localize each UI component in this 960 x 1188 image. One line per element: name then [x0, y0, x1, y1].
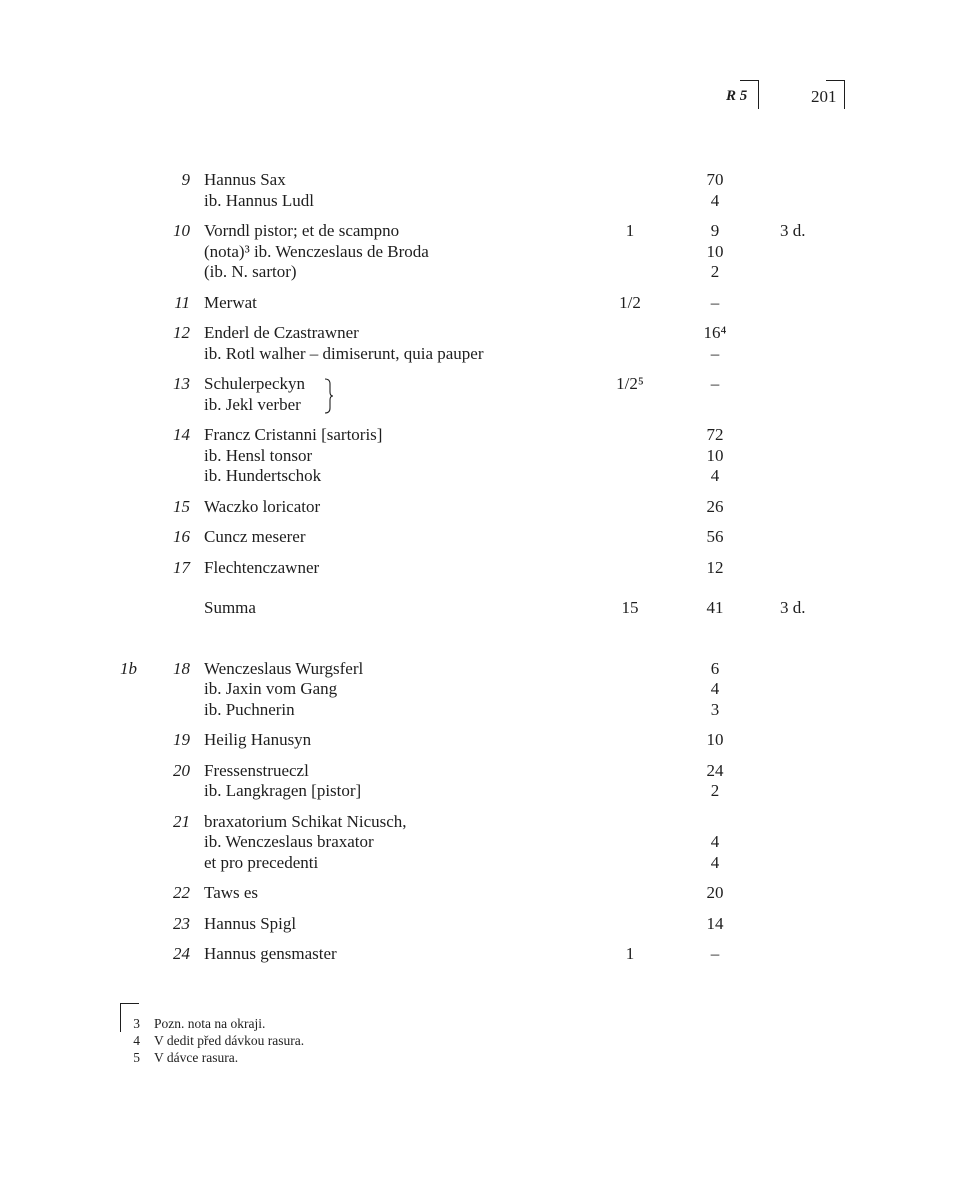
entry-row — [0, 558, 960, 579]
value-col2: 70 — [706, 170, 724, 189]
value-col2: 4 — [710, 190, 720, 210]
value-col2: 56 — [706, 527, 724, 546]
value-col2: 16⁴ — [703, 323, 727, 342]
entry-text: Taws es — [204, 883, 259, 902]
entry-line — [0, 395, 960, 416]
value-col2: 14 — [706, 913, 724, 933]
entry-line — [0, 466, 960, 487]
entry-line — [0, 812, 960, 833]
entry-number: 10 — [173, 221, 190, 240]
entry-row — [0, 730, 960, 751]
entry-text: Francz Cristanni [sartoris] — [204, 425, 383, 444]
entry-line — [0, 344, 960, 365]
entry-number: 13 — [173, 374, 190, 393]
entry-line — [0, 832, 960, 853]
entry-text: ib. Wenczeslaus braxator — [204, 832, 374, 851]
summa-col1: 15 — [621, 598, 639, 617]
value-col2: 9 — [710, 221, 720, 240]
value-col2: 2 — [710, 262, 720, 281]
footnote-number: 5 — [133, 1050, 140, 1065]
value-col3: 3 d. — [780, 221, 806, 240]
page-number: 201 — [811, 87, 837, 106]
entry-text: ib. Puchnerin — [204, 699, 295, 719]
entry-line — [0, 191, 960, 212]
summa-label: Summa — [204, 598, 256, 617]
record-list-part1 — [0, 170, 960, 578]
entry-number: 12 — [173, 323, 190, 342]
value-col2: 20 — [706, 883, 724, 902]
signature-corner-rule — [740, 80, 759, 109]
entry-number: 22 — [173, 883, 190, 902]
value-col2: 2 — [710, 781, 720, 800]
value-col2: 10 — [706, 445, 724, 465]
entry-text: ib. Jaxin vom Gang — [204, 679, 338, 698]
entry-line — [0, 170, 960, 191]
page-number-corner-rule — [826, 80, 845, 109]
entry-text: ib. Rotl walher – dimiserunt, quia pauper — [204, 343, 484, 363]
value-col2: 6 — [710, 658, 720, 678]
entry-number: 24 — [173, 944, 190, 963]
entry-line — [0, 221, 960, 242]
entry-number: 21 — [173, 811, 190, 831]
entry-row — [0, 425, 960, 487]
entry-text: ib. Hensl tonsor — [204, 445, 313, 465]
entry-line — [0, 242, 960, 263]
entry-line — [0, 558, 960, 579]
entry-line — [0, 914, 960, 935]
entry-text: Enderl de Czastrawner — [204, 323, 359, 342]
value-col2: 26 — [706, 496, 724, 516]
record-list-part2 — [0, 659, 960, 965]
value-col2: – — [710, 343, 720, 363]
entry-text: ib. Hundertschok — [204, 466, 322, 485]
entry-line — [0, 679, 960, 700]
entry-text: Cuncz meserer — [204, 527, 306, 546]
footnote-text: V dávce rasura. — [154, 1050, 239, 1065]
entry-line — [0, 659, 960, 680]
entry-number: 17 — [173, 557, 190, 577]
entry-number: 20 — [173, 760, 190, 780]
footnote-number: 4 — [133, 1033, 140, 1048]
entry-row — [0, 497, 960, 518]
footnote-item — [0, 1049, 960, 1066]
entry-text: ib. Langkragen [pistor] — [204, 781, 362, 800]
value-col1: 1 — [625, 221, 635, 240]
entry-row — [0, 812, 960, 874]
value-col2: 4 — [710, 852, 720, 872]
entry-text: ib. Jekl verber — [204, 394, 301, 414]
footnote-list — [0, 1015, 960, 1066]
summa-col3: 3 d. — [780, 598, 806, 617]
value-col2: 10 — [706, 730, 724, 749]
entry-text: et pro precedenti — [204, 852, 319, 872]
signature-mark: R 5 — [726, 88, 748, 104]
entry-line — [0, 527, 960, 548]
entry-text: (ib. N. sartor) — [204, 262, 297, 281]
entry-row — [0, 659, 960, 721]
entry-row — [0, 527, 960, 548]
entry-line — [0, 761, 960, 782]
entry-text: Hannus Sax — [204, 170, 286, 189]
entry-text: Vorndl pistor; et de scampno — [204, 221, 400, 240]
entry-text: Fressenstrueczl — [204, 760, 309, 780]
footnote-text: V dedit před dávkou rasura. — [154, 1033, 305, 1048]
value-col2: 4 — [710, 832, 720, 851]
entry-line — [0, 730, 960, 751]
value-col2: 10 — [706, 241, 724, 261]
footnote-item — [0, 1015, 960, 1032]
value-col2: 3 — [710, 699, 720, 719]
entry-text: Flechtenczawner — [204, 557, 320, 577]
value-col2: – — [710, 374, 720, 393]
entry-line — [0, 700, 960, 721]
entry-text: Schulerpeckyn — [204, 374, 306, 393]
entry-text: (nota)³ ib. Wenczeslaus de Broda — [204, 241, 429, 261]
value-col2: 24 — [706, 760, 724, 780]
record-list — [0, 170, 960, 975]
value-col2: – — [710, 292, 720, 312]
entry-row — [0, 323, 960, 364]
entry-number: 19 — [173, 730, 190, 749]
entry-text: braxatorium Schikat Nicusch, — [204, 811, 407, 831]
entry-line — [0, 374, 960, 395]
value-col2: 4 — [710, 679, 720, 698]
entry-line — [0, 293, 960, 314]
entry-number: 16 — [173, 527, 190, 546]
entry-line — [0, 497, 960, 518]
entry-line — [0, 883, 960, 904]
right-brace-icon — [324, 378, 334, 414]
summa-col2: 41 — [706, 598, 724, 617]
entry-row — [0, 914, 960, 935]
entry-text: Waczko loricator — [204, 496, 321, 516]
entry-line — [0, 853, 960, 874]
entry-row — [0, 374, 960, 415]
entry-number: 15 — [173, 496, 190, 516]
entry-row — [0, 883, 960, 904]
entry-text: Hannus Spigl — [204, 913, 297, 933]
entry-row — [0, 293, 960, 314]
footnote-number: 3 — [133, 1016, 140, 1031]
value-col2: 12 — [706, 557, 724, 577]
footnote-text: Pozn. nota na okraji. — [154, 1016, 266, 1031]
entry-text: Merwat — [204, 292, 257, 312]
value-col1: 1/2⁵ — [616, 374, 644, 393]
entry-text: Wenczeslaus Wurgsferl — [204, 658, 364, 678]
entry-row — [0, 221, 960, 283]
entry-line — [0, 425, 960, 446]
entry-line — [0, 262, 960, 283]
summa-line — [0, 598, 960, 619]
entry-number: 23 — [173, 913, 190, 933]
entry-line — [0, 446, 960, 467]
value-col2: 4 — [710, 466, 720, 485]
entry-number: 18 — [173, 658, 190, 678]
entry-line — [0, 323, 960, 344]
value-col2: 72 — [706, 425, 724, 444]
entry-text: Hannus gensmaster — [204, 944, 337, 963]
entry-line — [0, 944, 960, 965]
entry-number: 11 — [174, 292, 190, 312]
entry-row — [0, 761, 960, 802]
page-header — [0, 80, 960, 112]
entry-row — [0, 944, 960, 965]
value-col1: 1 — [625, 944, 635, 963]
value-col1: 1/2 — [619, 292, 641, 312]
entry-line — [0, 781, 960, 802]
entry-number: 14 — [173, 425, 190, 444]
entry-row — [0, 170, 960, 211]
entry-number: 9 — [181, 170, 190, 189]
summa-row — [0, 598, 960, 619]
value-col2: – — [710, 944, 720, 963]
entry-text: ib. Hannus Ludl — [204, 190, 315, 210]
entry-text: Heilig Hanusyn — [204, 730, 312, 749]
footnote-item — [0, 1032, 960, 1049]
folio-margin-note: 1b — [120, 658, 137, 678]
